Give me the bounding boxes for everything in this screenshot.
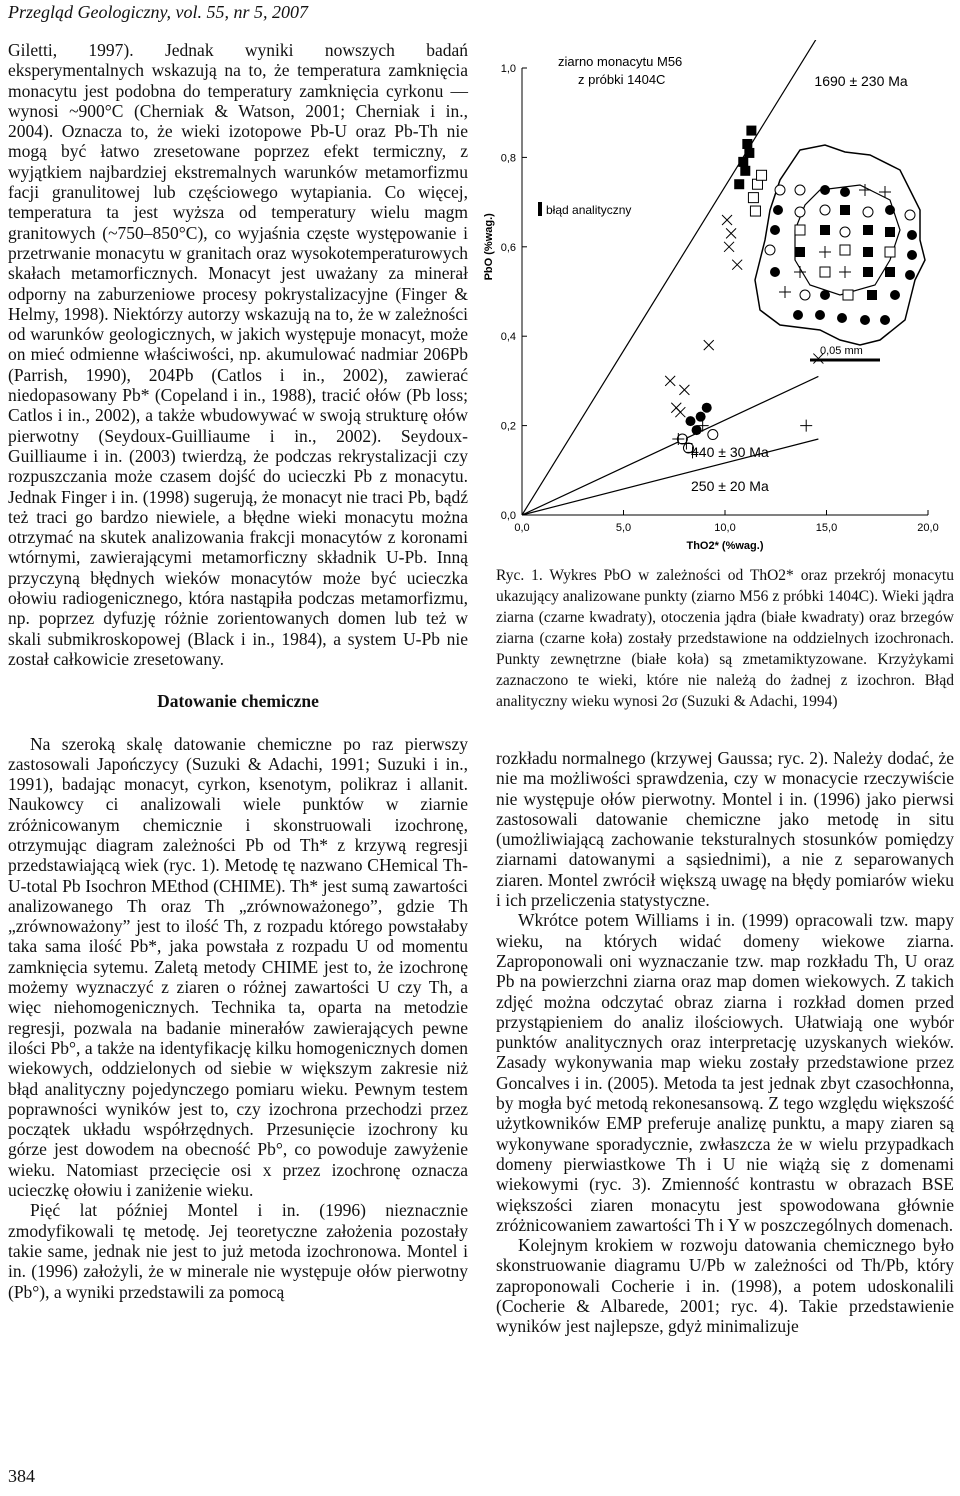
x-tick-label: 0,0 bbox=[514, 522, 530, 534]
grain-point-filled-square bbox=[885, 227, 895, 237]
grain-point-filled-square bbox=[820, 225, 830, 235]
y-tick-label: 0,6 bbox=[500, 241, 516, 254]
grain-point-filled-circle bbox=[885, 205, 895, 215]
point-open-circle bbox=[708, 430, 718, 440]
grain-point-filled-circle bbox=[773, 205, 783, 215]
paragraph: Na szeroką skalę datowanie chemiczne po raz pierwszy zastosowali Japończycy (Suzuki & Adachi, 1991; Suzuki i in., 1991), badając monacyt, cyrkon, ksenotym, polikraz i allanit. Naukowcy ci analizowali wiele punktów w ziarnie zróżnicowanym chemicznie i skonstruowali izochronę, otrzymując diagram zależności Pb od Th* z krzywą regresji przedstawiającą wiek (ryc. 1). Metodę tę nazwano CHemical Th-U-total Pb Isochron MEthod (CHIME). Th* jest sumą zawartości analizowanego Th oraz Th „zrównoważonego”, gdzie Th „zrównoważony” jest to ilość Th, z rozpadu którego powstałaby taka sama ilość Pb*, jaka powstała z rozpadu U od momentu zamknięcia sytemu. Zaletą metody CHIME jest to, że izochronę możemy wyznaczyć z ziaren o różnej zawartości U czy Th, a więc niehomogenicznych. Technika ta, oparta na metodzie regresji, pozwala na badanie minerałów zawierających pewne ilości Pb°, a także na identyfikację kilku homogenicznych domen wiekowych, oddzielonych od siebie w większym zakresie niż błąd analityczny pojedynczego pomiaru wieku. Pewnym testem poprawności wyników jest to, czy izochrona przechodzi przez początek układu współrzędnych. Przesunięcie izochrony ku górze jest dowodem na obecność Pb°, co powoduje zawyżenie wieku. Natomiast przecięcie osi x przez izochronę oznacza ucieczkę ołowiu i zaniżenie wieku. bbox=[8, 733, 468, 1201]
grain-point-filled-square bbox=[863, 247, 873, 257]
point-x bbox=[722, 215, 732, 225]
x-tick-label: 5,0 bbox=[615, 522, 632, 534]
point-x bbox=[665, 376, 675, 386]
isochrons bbox=[522, 40, 820, 515]
grain-point-open-square bbox=[795, 225, 805, 235]
isochron-line bbox=[522, 376, 818, 515]
figure-caption bbox=[496, 565, 954, 712]
isochron-label-440: 440 ± 30 Ma bbox=[691, 443, 769, 460]
x-axis-label: ThO2* (%wag.) bbox=[686, 540, 764, 552]
x-tick-label: 15,0 bbox=[815, 522, 838, 534]
point-open-square bbox=[748, 193, 758, 203]
grain-point-plus bbox=[819, 246, 831, 258]
point-filled-square bbox=[744, 148, 754, 158]
grain-point-open-square bbox=[885, 247, 895, 257]
point-filled-circle bbox=[702, 403, 712, 413]
grain-point-filled-circle bbox=[880, 315, 890, 325]
journal-header: Przegląd Geologiczny, vol. 55, nr 5, 2007 bbox=[8, 2, 308, 22]
grain-point-open-circle bbox=[800, 290, 810, 300]
y-tick-label: 0,0 bbox=[500, 510, 516, 522]
point-x bbox=[704, 340, 714, 350]
figure-1 bbox=[480, 40, 960, 560]
point-open-square bbox=[757, 170, 767, 180]
grain-point-filled-circle bbox=[840, 187, 850, 197]
grain-point-filled-circle bbox=[820, 290, 830, 300]
grain-point-filled-square bbox=[867, 290, 877, 300]
point-filled-square bbox=[734, 179, 744, 189]
monazite-grain-cross-section bbox=[755, 145, 925, 360]
point-filled-square bbox=[738, 157, 748, 167]
grain-point-filled-circle bbox=[770, 225, 780, 235]
grain-point-filled-square bbox=[795, 247, 805, 257]
grain-point-filled-square bbox=[840, 205, 850, 215]
grain-point-open-square bbox=[820, 267, 830, 277]
left-column bbox=[8, 40, 468, 1302]
point-x bbox=[724, 242, 734, 252]
grain-point-open-circle bbox=[905, 210, 915, 220]
y-tick-label: 1,0 bbox=[500, 63, 516, 75]
caption-text: Ryc. 1. Wykres PbO w zależności od ThO2* oraz przekrój monacytu ukazujący analizowane punkty (ziarno M56 z próbki 1404C). Wieki jądra ziarna (czarne kwadraty), otoczenia jądra (białe kwadraty) oraz brzegów ziarna (czarne koła) zostały przedstawione na oddzielnych izochronach. Punkty zewnętrzne (białe koła) są zmetamiktyzowane. Krzyżykami zaznaczono te wieki, które nie należą do żadnej z izochron. Błąd analityczny wieku wynosi 2σ (Suzuki & Adachi, 1994) bbox=[496, 567, 954, 710]
grain-point-open-square bbox=[840, 245, 850, 255]
grain-point-filled-circle bbox=[907, 250, 917, 260]
y-axis-label: PbO (%wag.) bbox=[483, 213, 495, 281]
inset-title-line1: ziarno monacytu M56 bbox=[558, 54, 683, 69]
grain-point-filled-circle bbox=[907, 230, 917, 240]
grain-point-plus bbox=[879, 186, 891, 198]
grain-point-filled-circle bbox=[793, 310, 803, 320]
pbo-tho2-chart bbox=[480, 40, 960, 560]
paragraph: Giletti, 1997). Jednak wyniki nowszych badań eksperymentalnych wskazują na to, że temperatura zamknięcia monacytu jest podobna do temperatury zamknięcia cyrkonu — wynosi ~900°C (Cherniak & Watson, 2001; Cherniak i in., 2004). Oznacza to, że wieki izotopowe Pb-U oraz Pb-Th nie mogą być łatwo zresetowane poprzez efekt termiczny, z wyjątkiem najbardziej ekstremalnych warunków metamorfizmu facji granulitowej lub częściowego wytapiania. Co więcej, temperatura ta jest wyższa od temperatury wielu magm granitowych (~750–850°C), co wyjaśnia częste występowanie i przetrwanie monacytu w granitach oraz wysokotemperaturowych skałach metamorficznych. Monacyt jest uważany za minerał odporny na zaburzeniowe procesy pokrystalizacyjne (Finger & Helmy, 1998). Niektórzy autorzy wskazują na to, że w zależności od warunków geologicznych, w jakich występuje monacyt, może on mieć odmienne właściwości, np. akumulować nadmiar 206Pb (Parrish, 1990), 204Pb (Catlos i in., 2002), zawierać niedopasowany Pb* (Copeland i in., 1988), tracić ołów (Pb loss; Catlos i in., 2002), a także wbudowywać w swoją strukturę ołów pierwotny (Seydoux-Guilliaume i in., 2002). Seydoux-Guilliaume i in. (2003) twierdzą, że podczas rekrystalizacji czy rozpuszczania może czasem dojść do ucieczki Pb z monacytu. Jednak Finger i in. (1998) sugerują, że monacyt nie traci Pb, bądź też traci go bardzo niewiele, a błędne wieki monacytu można otrzymać na skutek analizowania frakcji monacytów z koronami wtórnymi, zawierającymi metamorficzny składnik U-Pb. Inną przyczyną błędnych wieków monacytów może być ucieczka ołowiu radiogenicznego, która nastąpiła podczas metamorfizmu, np. poprzez dyfuzję różnie zorientowanych domen lub też w skali submikroskopowej (Black i in., 1984), a system U-Pb nie został całkowicie zresetowany. bbox=[8, 40, 468, 669]
isochron-label-1690: 1690 ± 230 Ma bbox=[814, 73, 908, 89]
point-x bbox=[726, 228, 736, 238]
paragraph: rozkładu normalnego (krzywej Gaussa; ryc. 2). Należy dodać, że nie ma możliwości sprawdzenia, czy w monacycie rzeczywiście nie występuje ołów pierwotny. Montel i in. (1996) jako pierwsi zastosowali datowanie chemiczne jako metodę in situ (umożliwiającą zachowanie teksturalnych stosunków pomiędzy ziarnami datowanymi a sąsiednimi), a nie z separowanych ziaren. Montel zwrócił większą uwagę na błędy pomiarów wieku i ich przeliczenia statystyczne. bbox=[496, 748, 954, 911]
isochron-label-250: 250 ± 20 Ma bbox=[691, 478, 769, 495]
grain-point-plus bbox=[839, 266, 851, 278]
x-tick-label: 10,0 bbox=[714, 522, 736, 534]
paragraph: Kolejnym krokiem w rozwoju datowania chemicznego było skonstruowanie diagramu U/Pb w zależności od Th/Pb, który zaproponowali Cocherie i in. (1998), a potem udoskonalili (Cocherie & Albarede, 2001; ryc. 4). Takie przedstawienie wyników jest najlepsze, gdyż minimalizuje bbox=[496, 1235, 954, 1337]
point-x bbox=[732, 260, 742, 270]
section-title: Datowanie chemiczne bbox=[157, 691, 319, 712]
point-filled-circle bbox=[685, 416, 695, 426]
grain-point-filled-circle bbox=[905, 270, 915, 280]
grain-point-filled-circle bbox=[837, 313, 847, 323]
grain-point-filled-circle bbox=[860, 315, 870, 325]
grain-point-plus bbox=[779, 286, 791, 298]
isochron-line bbox=[522, 439, 818, 515]
error-bar-symbol bbox=[538, 202, 542, 216]
grain-point-filled-square bbox=[863, 267, 873, 277]
grain-point-open-circle bbox=[840, 227, 850, 237]
page-number: 384 bbox=[8, 1466, 35, 1486]
point-open-square bbox=[750, 206, 760, 216]
point-x bbox=[679, 385, 689, 395]
grain-core-outline bbox=[795, 185, 900, 295]
grain-point-open-square bbox=[843, 290, 853, 300]
point-plus bbox=[800, 420, 812, 432]
grain-point-open-circle bbox=[765, 245, 775, 255]
y-tick-label: 0,2 bbox=[500, 420, 516, 433]
isochron-line bbox=[522, 40, 820, 515]
point-x bbox=[675, 407, 685, 417]
point-filled-square bbox=[740, 166, 750, 176]
grain-point-open-circle bbox=[775, 185, 785, 195]
point-filled-square bbox=[746, 126, 756, 136]
point-filled-square bbox=[742, 139, 752, 149]
x-tick-label: 20,0 bbox=[917, 522, 939, 534]
point-filled-circle bbox=[692, 425, 702, 435]
right-column bbox=[496, 748, 954, 1337]
grain-point-filled-circle bbox=[770, 267, 780, 277]
paragraph: Pięć lat później Montel i in. (1996) nieznacznie zmodyfikowali tę metodę. Jej teoretyczne założenia pozostały takie same, jednak nie jest to już metoda izochronowa. Montel i in. (1996) założyli, że w minerale nie występuje ołów pierwotny (Pb°), a wyniki przedstawili za pomocą bbox=[8, 1200, 468, 1302]
grain-point-open-circle bbox=[820, 205, 830, 215]
grain-point-filled-square bbox=[863, 225, 873, 235]
grain-point-open-circle bbox=[863, 207, 873, 217]
point-filled-circle bbox=[696, 412, 706, 422]
grain-point-open-circle bbox=[795, 185, 805, 195]
grain-point-filled-circle bbox=[815, 310, 825, 320]
inset-title-line2: z próbki 1404C bbox=[578, 72, 666, 87]
data-points bbox=[665, 126, 823, 459]
y-tick-label: 0,4 bbox=[500, 331, 516, 344]
grain-point-filled-circle bbox=[890, 290, 900, 300]
grain-point-filled-circle bbox=[820, 185, 830, 195]
y-tick-label: 0,8 bbox=[500, 152, 516, 165]
grain-point-filled-square bbox=[885, 267, 895, 277]
scale-label: 0,05 mm bbox=[820, 345, 863, 357]
grain-point-open-circle bbox=[795, 207, 805, 217]
paragraph: Wkrótce potem Williams i in. (1999) opracowali tzw. mapy wieku, na których widać domeny wiekowe ziarna. Zaproponowali oni wyznaczanie tzw. map rozkładu Th, U oraz Pb na powierzchni ziarna oraz map domen wiekowych. Z takich zdjęć można odczytać obraz ziarna i rozkład domen przed przystąpieniem do analiz ilościowych. Ułatwiają one wybór punktów analitycznych oraz interpretację uzyskanych wieków. Zasady wykonywania map wieku zostały przedstawione przez Goncalves i in. (2005). Metoda ta jest jednak zbyt czasochłonna, by mogła być metodą rekonesansową. Z tego względu większość użytkowników EMP preferuje analizę punktu, a mapy ziaren są wykonywane sporadycznie, zwłaszcza że w wielu przypadkach domeny pierwiastkowe Th i U nie wiążą się z domenami wiekowymi (ryc. 3). Zmienność kontrastu w obrazach BSE większości ziaren monacytu jest spowodowana głównie zróżnicowaniem zawartości Th i Y w poszczególnych domenach. bbox=[496, 910, 954, 1235]
error-label: błąd analityczny bbox=[546, 203, 632, 217]
